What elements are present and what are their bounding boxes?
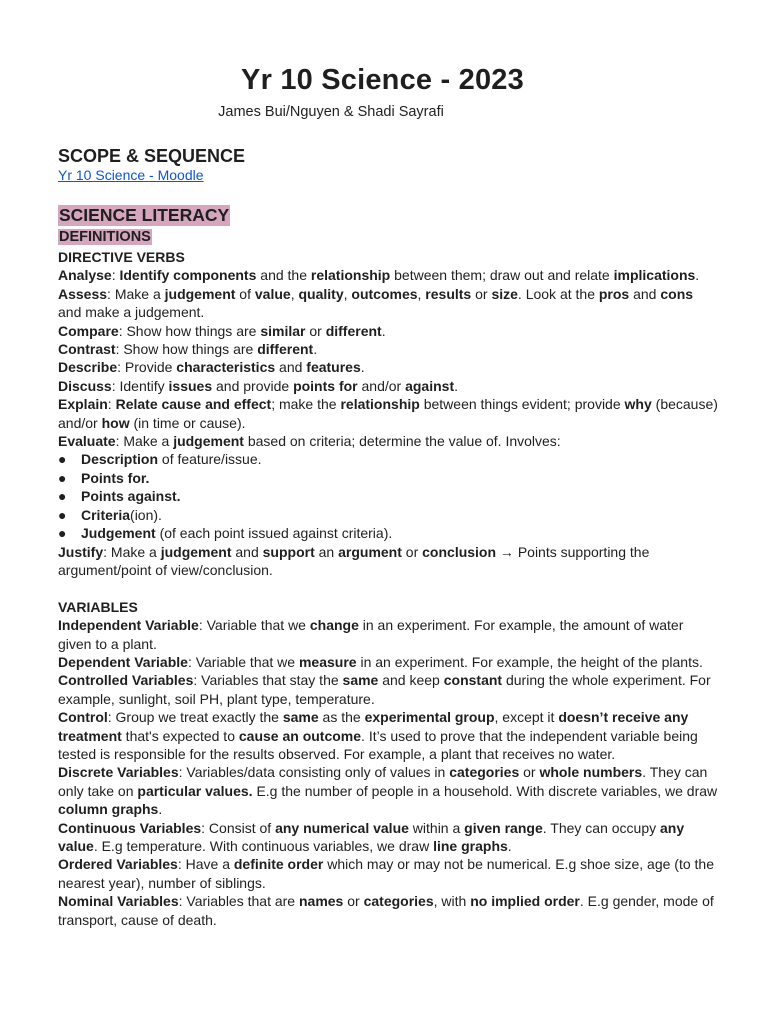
definition-analyse bbox=[58, 266, 720, 284]
text-segment: and bbox=[231, 543, 263, 560]
bullet-item bbox=[58, 506, 720, 524]
term: Compare bbox=[58, 322, 119, 339]
term: Dependent Variable bbox=[58, 653, 188, 670]
definition-assess bbox=[58, 285, 720, 322]
text-segment: or bbox=[305, 322, 326, 339]
bold-text: relationship bbox=[340, 396, 420, 413]
definition-evaluate bbox=[58, 432, 720, 450]
bold-text: Identify components bbox=[119, 267, 257, 284]
bold-text: implications bbox=[613, 267, 696, 284]
bold-text: same bbox=[282, 709, 319, 726]
text-segment: , except it bbox=[494, 709, 559, 726]
text-segment: : Show how things are bbox=[118, 322, 261, 339]
text-segment: : Group we treat exactly the bbox=[107, 709, 283, 726]
bold-text: Points for. bbox=[81, 469, 150, 486]
text-segment: . bbox=[695, 267, 700, 284]
text-segment: . E.g temperature. With continuous variables, we draw bbox=[93, 837, 434, 854]
text-segment: based on criteria; determine the value of. Involves: bbox=[243, 433, 561, 450]
text-segment: (of each point issued against criteria). bbox=[155, 525, 393, 542]
text-segment: . bbox=[360, 359, 365, 376]
text-segment: within a bbox=[408, 819, 465, 836]
bold-text: issues bbox=[168, 377, 213, 394]
text-segment: → Points supporting the argument/point of view/conclusion. bbox=[58, 543, 650, 578]
bold-text: against bbox=[405, 377, 455, 394]
text-segment: . bbox=[454, 377, 458, 394]
term: Contrast bbox=[58, 341, 116, 358]
text-segment: in an experiment. For example, the amount of water given to a plant. bbox=[58, 617, 684, 652]
bold-text: pros bbox=[598, 285, 630, 302]
text-segment: . bbox=[158, 801, 163, 818]
bold-text: judgement bbox=[164, 285, 236, 302]
bullet-text bbox=[81, 524, 392, 542]
bold-text: outcomes bbox=[351, 285, 418, 302]
bold-text: characteristics bbox=[176, 359, 276, 376]
text-segment: of feature/issue. bbox=[158, 451, 262, 468]
text-segment: , with bbox=[433, 893, 471, 910]
text-segment: , bbox=[343, 285, 352, 302]
text-segment: during the whole experiment. For example, sunlight, soil PH, plant type, temperature. bbox=[58, 672, 711, 707]
variables-list bbox=[58, 616, 720, 929]
text-segment: between them; draw out and relate bbox=[390, 267, 614, 284]
bold-text: particular values. bbox=[137, 782, 253, 799]
bold-text: similar bbox=[260, 322, 306, 339]
bullet-text bbox=[81, 469, 149, 487]
text-segment: that's expected to bbox=[121, 727, 239, 744]
bold-text: cause an outcome bbox=[238, 727, 362, 744]
directive-verbs-heading: DIRECTIVE VERBS bbox=[58, 249, 185, 265]
scope-heading: SCOPE & SEQUENCE bbox=[58, 146, 246, 166]
bold-text: different bbox=[257, 341, 314, 358]
definition-compare bbox=[58, 322, 720, 340]
term: Discuss bbox=[58, 377, 112, 394]
bullet-item bbox=[58, 487, 720, 505]
text-segment: and the bbox=[256, 267, 311, 284]
definition-discuss bbox=[58, 377, 720, 395]
term: Ordered Variables bbox=[58, 856, 178, 873]
bullet-icon: ● bbox=[58, 451, 67, 468]
text-segment: an bbox=[314, 543, 339, 560]
text-segment: or bbox=[401, 543, 423, 560]
bold-text: column graphs bbox=[58, 801, 159, 818]
variable-nominal-variables bbox=[58, 892, 720, 929]
text-segment: : Variables/data consisting only of values in bbox=[178, 764, 450, 781]
bold-text: Judgement bbox=[81, 525, 156, 542]
bullet-item bbox=[58, 469, 720, 487]
term: Control bbox=[58, 709, 108, 726]
bold-text: how bbox=[101, 414, 130, 431]
directive-verbs-list bbox=[58, 266, 720, 450]
bold-text: relationship bbox=[310, 267, 391, 284]
text-segment: . Look at the bbox=[517, 285, 599, 302]
text-segment: : Make a bbox=[115, 433, 174, 450]
bold-text: Description bbox=[81, 451, 159, 468]
text-segment: E.g the number of people in a household. With discrete variables, we draw bbox=[252, 782, 718, 799]
bold-text: quality bbox=[298, 285, 344, 302]
text-segment: . bbox=[507, 837, 512, 854]
justify-definition bbox=[58, 543, 720, 580]
bold-text: any value bbox=[58, 819, 685, 854]
bold-text: results bbox=[425, 285, 472, 302]
text-segment: . bbox=[313, 341, 318, 358]
bold-text: doesn’t receive any treatment bbox=[58, 709, 689, 744]
bold-text: categories bbox=[449, 764, 520, 781]
text-segment: or bbox=[519, 764, 540, 781]
bold-text: different bbox=[325, 322, 382, 339]
bold-text: Relate cause and effect bbox=[115, 396, 272, 413]
bold-text: constant bbox=[443, 672, 503, 689]
text-segment: : Variable that we bbox=[198, 617, 310, 634]
science-literacy-heading: SCIENCE LITERACY bbox=[59, 205, 230, 225]
authors bbox=[0, 104, 708, 120]
text-segment: and make a judgement. bbox=[58, 304, 205, 321]
bullet-text bbox=[81, 487, 181, 505]
bold-text: any numerical value bbox=[275, 819, 409, 836]
bold-text: no implied order bbox=[470, 893, 580, 910]
bold-text: names bbox=[298, 893, 344, 910]
text-segment: between things evident; provide bbox=[419, 396, 625, 413]
bold-text: why bbox=[624, 396, 652, 413]
text-segment: : bbox=[111, 267, 120, 284]
term: Assess bbox=[58, 285, 108, 302]
bold-text: definite order bbox=[233, 856, 324, 873]
spacer bbox=[58, 579, 720, 597]
bullet-icon: ● bbox=[58, 525, 67, 542]
text-segment: . It’s used to prove that the independent variable being tested is responsible for the results observed. For example, a plant that receives no water. bbox=[58, 727, 698, 762]
bullet-item bbox=[58, 450, 720, 468]
text-segment: : Identify bbox=[111, 377, 169, 394]
text-segment: (ion). bbox=[130, 506, 162, 523]
bold-text: cons bbox=[660, 285, 694, 302]
term: Explain bbox=[58, 396, 108, 413]
bold-text: conclusion bbox=[422, 543, 497, 560]
text-segment: or bbox=[471, 285, 492, 302]
text-segment: : Variable that we bbox=[187, 653, 299, 670]
text-segment: : Have a bbox=[177, 856, 234, 873]
text-segment: (because) and/or bbox=[58, 396, 718, 431]
bold-text: judgement bbox=[173, 433, 244, 450]
text-segment: , bbox=[290, 285, 299, 302]
text-segment: and bbox=[629, 285, 661, 302]
bullet-icon: ● bbox=[58, 488, 67, 505]
text-segment: : Consist of bbox=[201, 819, 276, 836]
bold-text: Criteria bbox=[81, 506, 131, 523]
text-segment: and bbox=[275, 359, 307, 376]
text-segment: as the bbox=[318, 709, 365, 726]
variable-discrete-variables bbox=[58, 763, 720, 818]
bold-text: value bbox=[254, 285, 291, 302]
variable-dependent-variable bbox=[58, 653, 720, 671]
text-segment: : Make a bbox=[103, 543, 161, 560]
bold-text: Points against. bbox=[81, 488, 181, 505]
bold-text: points for bbox=[293, 377, 358, 394]
definition-contrast bbox=[58, 340, 720, 358]
text-segment: : Make a bbox=[107, 285, 165, 302]
term: Justify bbox=[58, 543, 104, 560]
term: Evaluate bbox=[58, 433, 116, 450]
text-segment: : Show how things are bbox=[115, 341, 258, 358]
text-segment: and keep bbox=[378, 672, 444, 689]
definition-explain bbox=[58, 395, 720, 432]
text-segment: . They can only take on bbox=[58, 764, 708, 799]
text-segment: (in time or cause). bbox=[129, 414, 246, 431]
bullet-item bbox=[58, 524, 720, 542]
bold-text: features bbox=[306, 359, 361, 376]
title-text: Yr 10 Science - 2023 bbox=[241, 64, 524, 96]
text-segment: or bbox=[343, 893, 364, 910]
bold-text: argument bbox=[338, 543, 402, 560]
bold-text: measure bbox=[298, 653, 357, 670]
text-segment: in an experiment. For example, the height of the plants. bbox=[356, 653, 703, 670]
text-segment: and/or bbox=[357, 377, 406, 394]
text-segment: : Provide bbox=[117, 359, 177, 376]
text-segment: of bbox=[235, 285, 255, 302]
variable-control bbox=[58, 708, 720, 763]
moodle-link[interactable]: Yr 10 Science - Moodle bbox=[58, 167, 204, 183]
bold-text: categories bbox=[363, 893, 434, 910]
term: Controlled Variables bbox=[58, 672, 194, 689]
variable-independent-variable bbox=[58, 616, 720, 653]
bold-text: support bbox=[262, 543, 315, 560]
text-segment: and provide bbox=[212, 377, 294, 394]
bold-text: change bbox=[309, 617, 359, 634]
text-segment: : Variables that are bbox=[178, 893, 299, 910]
text-segment: . bbox=[381, 322, 386, 339]
bold-text: experimental group bbox=[364, 709, 495, 726]
authors-text: James Bui/Nguyen & Shadi Sayrafi bbox=[218, 104, 444, 120]
term: Independent Variable bbox=[58, 617, 199, 634]
variable-ordered-variables bbox=[58, 855, 720, 892]
text-segment: : bbox=[107, 396, 116, 413]
bold-text: judgement bbox=[160, 543, 232, 560]
variables-heading: VARIABLES bbox=[58, 598, 138, 615]
text-segment: . They can occupy bbox=[542, 819, 660, 836]
bold-text: same bbox=[342, 672, 379, 689]
document-title bbox=[0, 64, 708, 97]
term: Analyse bbox=[58, 267, 112, 284]
term: Continuous Variables bbox=[58, 819, 202, 836]
term: Discrete Variables bbox=[58, 764, 179, 781]
bullet-icon: ● bbox=[58, 506, 67, 523]
bold-text: given range bbox=[464, 819, 543, 836]
bold-text: whole numbers bbox=[539, 764, 643, 781]
bold-text: line graphs bbox=[433, 837, 508, 854]
bold-text: size bbox=[491, 285, 518, 302]
text-segment: ; make the bbox=[271, 396, 341, 413]
text-segment: . E.g gender, mode of transport, cause of death. bbox=[58, 893, 714, 928]
variable-controlled-variables bbox=[58, 671, 720, 708]
definition-justify bbox=[58, 543, 720, 580]
definition-describe bbox=[58, 358, 720, 376]
bullet-icon: ● bbox=[58, 469, 67, 486]
text-segment: : Variables that stay the bbox=[193, 672, 343, 689]
term: Nominal Variables bbox=[58, 893, 179, 910]
bullet-text bbox=[81, 506, 162, 524]
text-segment: , bbox=[417, 285, 426, 302]
bullet-text bbox=[81, 450, 262, 468]
term: Describe bbox=[58, 359, 118, 376]
variable-continuous-variables bbox=[58, 819, 720, 856]
evaluate-bullet-list bbox=[58, 450, 720, 542]
text-segment: which may or may not be numerical. E.g shoe size, age (to the nearest year), number of siblings. bbox=[58, 856, 714, 891]
definitions-content bbox=[58, 248, 720, 929]
definitions-heading: DEFINITIONS bbox=[59, 229, 151, 245]
